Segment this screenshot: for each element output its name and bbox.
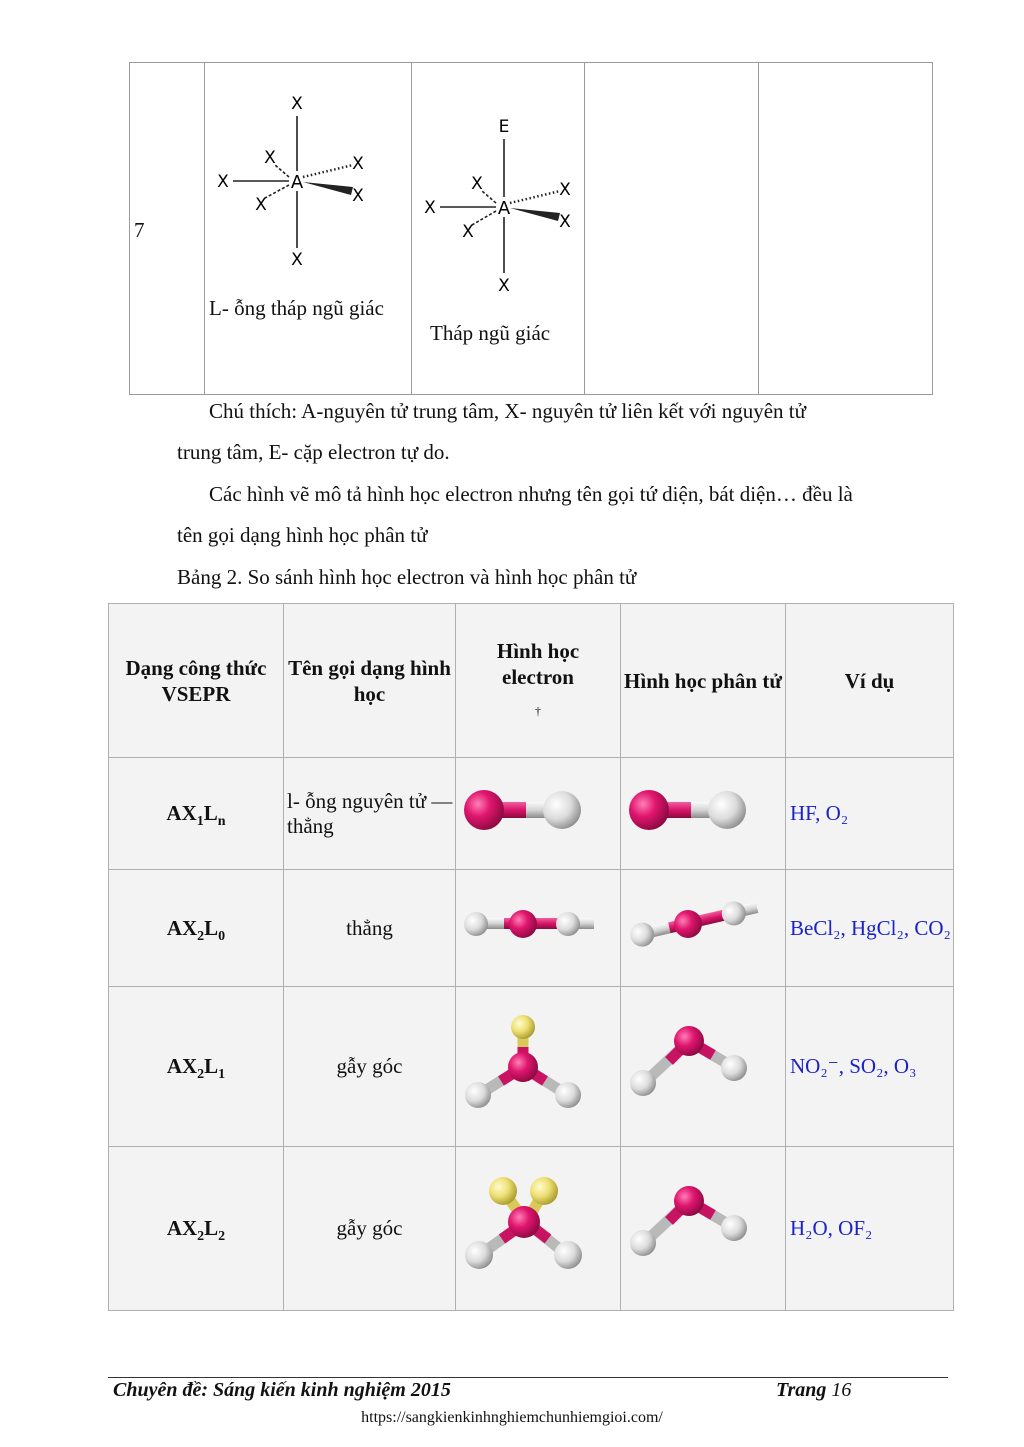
footer-page: [776, 1379, 851, 1402]
molecular-geometry-model: [621, 1147, 786, 1311]
table-row: [109, 870, 954, 987]
atom-label-a: A: [290, 172, 304, 193]
svg-text:X: X: [471, 174, 483, 194]
table-row: [109, 987, 954, 1147]
linear-molecule-model: [621, 870, 786, 980]
header-electron-geometry: [456, 604, 621, 758]
table-header-row: [109, 604, 954, 758]
pentagonal-bipyramid-diagram: [205, 83, 412, 283]
formula-cell: $AX_2L_1$: [109, 987, 284, 1147]
header-example: Ví dụ: [786, 604, 954, 758]
footer-page-label: Trang: [776, 1379, 827, 1401]
formula-cell: $AX_2L_2$: [109, 1147, 284, 1311]
note-line-2: trung tâm, E- cặp electron tự do.: [177, 440, 450, 464]
linear-molecule-model: [456, 870, 621, 980]
formula-cell: $AX_2L_0$: [109, 870, 284, 987]
vsepr-comparison-table: [108, 603, 954, 1311]
svg-text:X: X: [498, 276, 510, 296]
footer-page-number: 16: [831, 1379, 852, 1401]
pentagonal-pyramid-diagram: [412, 113, 585, 303]
svg-text:A: A: [497, 198, 511, 219]
diatomic-molecule-model: [621, 758, 786, 863]
note-line-1: Chú thích: A-nguyên tử trung tâm, X- nguyên tử liên kết với nguyên tử: [209, 399, 807, 423]
electron-geometry-model: [456, 1147, 621, 1311]
molecular-geometry-model: [621, 987, 786, 1147]
row-number: 7: [134, 218, 145, 242]
svg-text:X: X: [559, 212, 571, 232]
trigonal-planar-model: [456, 987, 621, 1140]
example-cell: NO₂⁻, SO₂, O₃: [786, 987, 954, 1147]
formula-cell: $AX_1L_n$: [109, 758, 284, 870]
geometry-table-row-7: [129, 62, 933, 395]
header-electron-geometry-label: Hình học electron: [496, 638, 580, 689]
geometry-name-cell: gẫy góc: [284, 1147, 456, 1311]
svg-text:X: X: [217, 172, 229, 192]
molecular-geometry-model: [621, 870, 786, 987]
example-cell: BeCl₂, HgCl₂, CO₂: [786, 870, 954, 987]
row-number-cell: [130, 63, 205, 395]
pentagonal-bipyramid-caption: L- ỗng tháp ngũ giác: [209, 296, 384, 320]
geometry-name-cell: thẳng: [284, 870, 456, 987]
header-geometry-name: Tên gọi dạng hình học: [284, 604, 456, 758]
svg-text:X: X: [424, 198, 436, 218]
bent-molecule-model: [621, 987, 786, 1140]
table-row: [109, 1147, 954, 1311]
footer-title: Chuyên đề: Sáng kiến kinh nghiệm 2015: [113, 1379, 451, 1401]
geometry-name: l- ỗng nguyên tử — thẳng: [287, 788, 453, 838]
footer-url[interactable]: https://sangkienkinhnghiemchunhiemgioi.com/: [361, 1409, 663, 1426]
pentagonal-pyramid-caption: Tháp ngũ giác: [430, 321, 551, 345]
empty-cell-5: [759, 63, 933, 395]
table-caption: Bảng 2. So sánh hình học electron và hình học phân tử: [177, 565, 637, 589]
table-row: [109, 758, 954, 870]
diatomic-molecule-model: [456, 758, 621, 863]
svg-text:X: X: [291, 94, 303, 114]
svg-text:X: X: [255, 195, 267, 215]
geometry-name-cell: [284, 758, 456, 870]
svg-text:X: X: [352, 154, 364, 174]
svg-text:X: X: [291, 250, 303, 270]
svg-text:X: X: [264, 148, 276, 168]
bent-molecule-model: [621, 1147, 786, 1304]
footer-divider: [108, 1377, 948, 1378]
tetrahedral-model: [456, 1147, 621, 1304]
electron-geometry-model: [456, 987, 621, 1147]
svg-text:X: X: [462, 222, 474, 242]
header-molecular-geometry: Hình học phân tử: [621, 604, 786, 758]
example-cell: H₂O, OF₂: [786, 1147, 954, 1311]
svg-text:X: X: [352, 186, 364, 206]
pentagonal-bipyramid-cell: [205, 63, 412, 395]
example-cell: HF, O₂: [786, 758, 954, 870]
header-vsepr-formula: Dạng công thức VSEPR: [109, 604, 284, 758]
pentagonal-pyramid-cell: [412, 63, 585, 395]
header-footnote-mark: †: [535, 703, 541, 718]
geometry-name-cell: gẫy góc: [284, 987, 456, 1147]
electron-geometry-model: [456, 758, 621, 870]
svg-text:E: E: [498, 117, 510, 137]
empty-cell-4: [585, 63, 759, 395]
note-line-4: tên gọi dạng hình học phân tử: [177, 523, 428, 547]
electron-geometry-model: [456, 870, 621, 987]
svg-text:X: X: [559, 180, 571, 200]
molecular-geometry-model: [621, 758, 786, 870]
note-line-3: Các hình vẽ mô tả hình học electron nhưng tên gọi tứ diện, bát diện… đều là: [209, 482, 853, 506]
